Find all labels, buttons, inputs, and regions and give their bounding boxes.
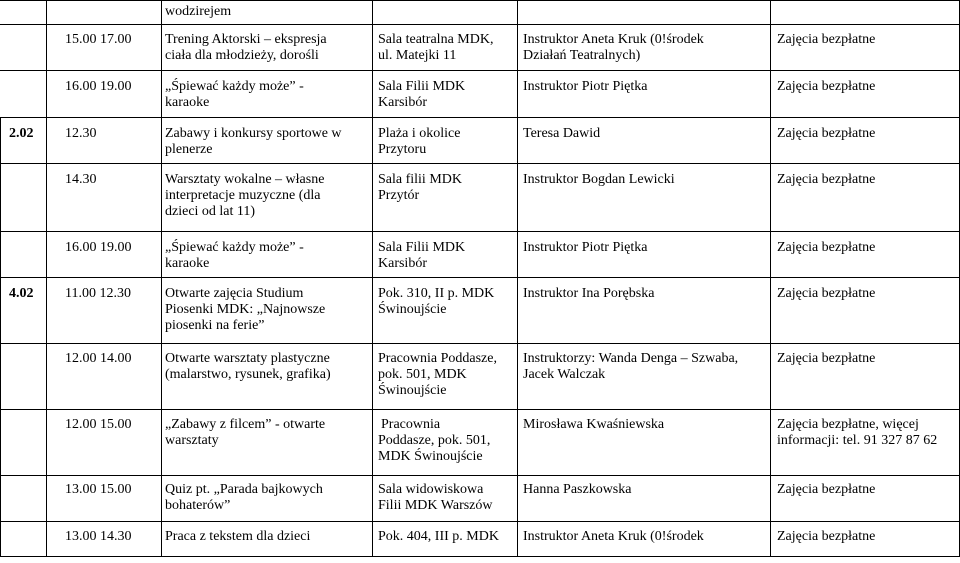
activity-cell-line: plenerze xyxy=(165,142,213,157)
time-cell: 13.00 15.00 xyxy=(65,482,132,497)
place-cell-line: ul. Matejki 11 xyxy=(378,48,457,63)
activity-cell-line: ciała dla młodzieży, dorośli xyxy=(165,48,319,63)
place-cell-line: Przytór xyxy=(378,188,420,203)
place-cell-line: Sala Filii MDK xyxy=(378,79,466,94)
instructor-cell-line: Jacek Walczak xyxy=(523,367,606,382)
fee-cell-line: Zajęcia bezpłatne xyxy=(777,172,876,187)
instructor-cell-line: Instruktor Aneta Kruk (0!środek xyxy=(523,529,704,544)
table-row-border xyxy=(0,231,960,232)
activity-cell-line: „Śpiewać każdy może” - xyxy=(165,79,304,94)
instructor-cell-line: Hanna Paszkowska xyxy=(523,482,632,497)
place-cell-line: Pracownia Poddasze, xyxy=(378,351,497,366)
place-cell-line: Poddasze, pok. 501, xyxy=(378,433,491,448)
place-cell-line: Sala widowiskowa xyxy=(378,482,484,497)
place-cell-line: Pok. 404, III p. MDK xyxy=(378,529,499,544)
instructor-cell-line: Instruktor Piotr Piętka xyxy=(523,79,648,94)
place-cell-line: Świnoujście xyxy=(378,383,447,398)
activity-cell-line: dzieci od lat 11) xyxy=(165,204,256,219)
activity-cell-line: Trening Aktorski – ekspresja xyxy=(165,32,327,47)
activity-cell-line: Otwarte warsztaty plastyczne xyxy=(165,351,330,366)
place-cell-line: Filii MDK Warszów xyxy=(378,498,493,513)
activity-cell-line: Piosenki MDK: „Najnowsze xyxy=(165,302,326,317)
time-cell: 13.00 14.30 xyxy=(65,529,132,544)
table-row-border xyxy=(0,343,960,344)
fee-cell-line: Zajęcia bezpłatne xyxy=(777,286,876,301)
activity-cell-line: Warsztaty wokalne – własne xyxy=(165,172,325,187)
activity-cell-line: „Zabawy z filcem” - otwarte xyxy=(165,417,326,432)
fee-cell-line: Zajęcia bezpłatne xyxy=(777,240,876,255)
activity-cell-line: warsztaty xyxy=(165,433,219,448)
fee-cell-line: Zajęcia bezpłatne xyxy=(777,351,876,366)
time-cell: 16.00 19.00 xyxy=(65,79,132,94)
fee-cell-line: Zajęcia bezpłatne xyxy=(777,482,876,497)
place-cell-line: Karsibór xyxy=(378,256,427,271)
table-row-border xyxy=(0,277,960,278)
table-row-border xyxy=(0,556,960,557)
activity-cell-line: Otwarte zajęcia Studium xyxy=(165,286,304,301)
activity-cell-line: karaoke xyxy=(165,256,210,271)
fee-cell-line: informacji: tel. 91 327 87 62 xyxy=(777,433,938,448)
table-column-border xyxy=(0,117,1,556)
activity-cell-line: piosenki na ferie” xyxy=(165,318,265,333)
table-row-border xyxy=(0,521,960,522)
instructor-cell-line: Instruktorzy: Wanda Denga – Szwaba, xyxy=(523,351,739,366)
date-cell: 4.02 xyxy=(9,286,34,301)
table-row-border xyxy=(0,475,960,476)
activity-cell-line: Praca z tekstem dla dzieci xyxy=(165,529,311,544)
place-cell-line: Sala teatralna MDK, xyxy=(378,32,494,47)
activity-cell-line: bohaterów” xyxy=(165,498,231,513)
fee-cell-line: Zajęcia bezpłatne xyxy=(777,79,876,94)
table-column-border xyxy=(161,0,162,556)
instructor-cell-line: Mirosława Kwaśniewska xyxy=(523,417,665,432)
place-cell-line: Karsibór xyxy=(378,95,427,110)
place-cell-line: pok. 501, MDK xyxy=(378,367,467,382)
top-cell-text: wodzirejem xyxy=(165,4,232,19)
time-cell: 11.00 12.30 xyxy=(65,286,131,301)
activity-cell-line: karaoke xyxy=(165,95,210,110)
place-cell-line: Sala filii MDK xyxy=(378,172,462,187)
table-column-border xyxy=(770,0,771,556)
instructor-cell-line: Instruktor Piotr Piętka xyxy=(523,240,648,255)
time-cell: 16.00 19.00 xyxy=(65,240,132,255)
fee-cell-line: Zajęcia bezpłatne xyxy=(777,126,876,141)
instructor-cell-line: Instruktor Bogdan Lewicki xyxy=(523,172,675,187)
instructor-cell-line: Teresa Dawid xyxy=(523,126,601,141)
place-cell-line: Sala Filii MDK xyxy=(378,240,466,255)
table-row-border xyxy=(0,70,960,71)
table-column-border xyxy=(46,0,47,556)
place-cell-line: Przytoru xyxy=(378,142,427,157)
table-row-border xyxy=(0,0,960,1)
time-cell: 12.00 14.00 xyxy=(65,351,132,366)
fee-cell-line: Zajęcia bezpłatne, więcej xyxy=(777,417,919,432)
activity-cell-line: (malarstwo, rysunek, grafika) xyxy=(165,367,331,382)
activity-cell-line: Zabawy i konkursy sportowe w xyxy=(165,126,342,141)
activity-cell-line: „Śpiewać każdy może” - xyxy=(165,240,304,255)
table-row-border xyxy=(0,117,960,118)
place-cell-line: Świnoujście xyxy=(378,302,447,317)
table-row-border xyxy=(0,409,960,410)
instructor-cell-line: Instruktor Ina Porębska xyxy=(523,286,655,301)
instructor-cell-line: Instruktor Aneta Kruk (0!środek xyxy=(523,32,704,47)
fee-cell-line: Zajęcia bezpłatne xyxy=(777,529,876,544)
table-column-border xyxy=(372,0,373,556)
activity-cell-line: Quiz pt. „Parada bajkowych xyxy=(165,482,323,497)
date-cell: 2.02 xyxy=(9,126,34,141)
time-cell: 12.00 15.00 xyxy=(65,417,132,432)
activity-cell-line: interpretacje muzyczne (dla xyxy=(165,188,321,203)
place-cell-line: MDK Świnoujście xyxy=(378,449,483,464)
table-row-border xyxy=(0,24,960,25)
place-cell-line: Pok. 310, II p. MDK xyxy=(378,286,495,301)
time-cell: 15.00 17.00 xyxy=(65,32,132,47)
fee-cell-line: Zajęcia bezpłatne xyxy=(777,32,876,47)
table-column-border xyxy=(517,0,518,556)
time-cell: 14.30 xyxy=(65,172,97,187)
time-cell: 12.30 xyxy=(65,126,97,141)
place-cell-line: Pracownia xyxy=(381,417,441,432)
instructor-cell-line: Działań Teatralnych) xyxy=(523,48,641,63)
place-cell-line: Plaża i okolice xyxy=(378,126,461,141)
table-row-border xyxy=(0,163,960,164)
